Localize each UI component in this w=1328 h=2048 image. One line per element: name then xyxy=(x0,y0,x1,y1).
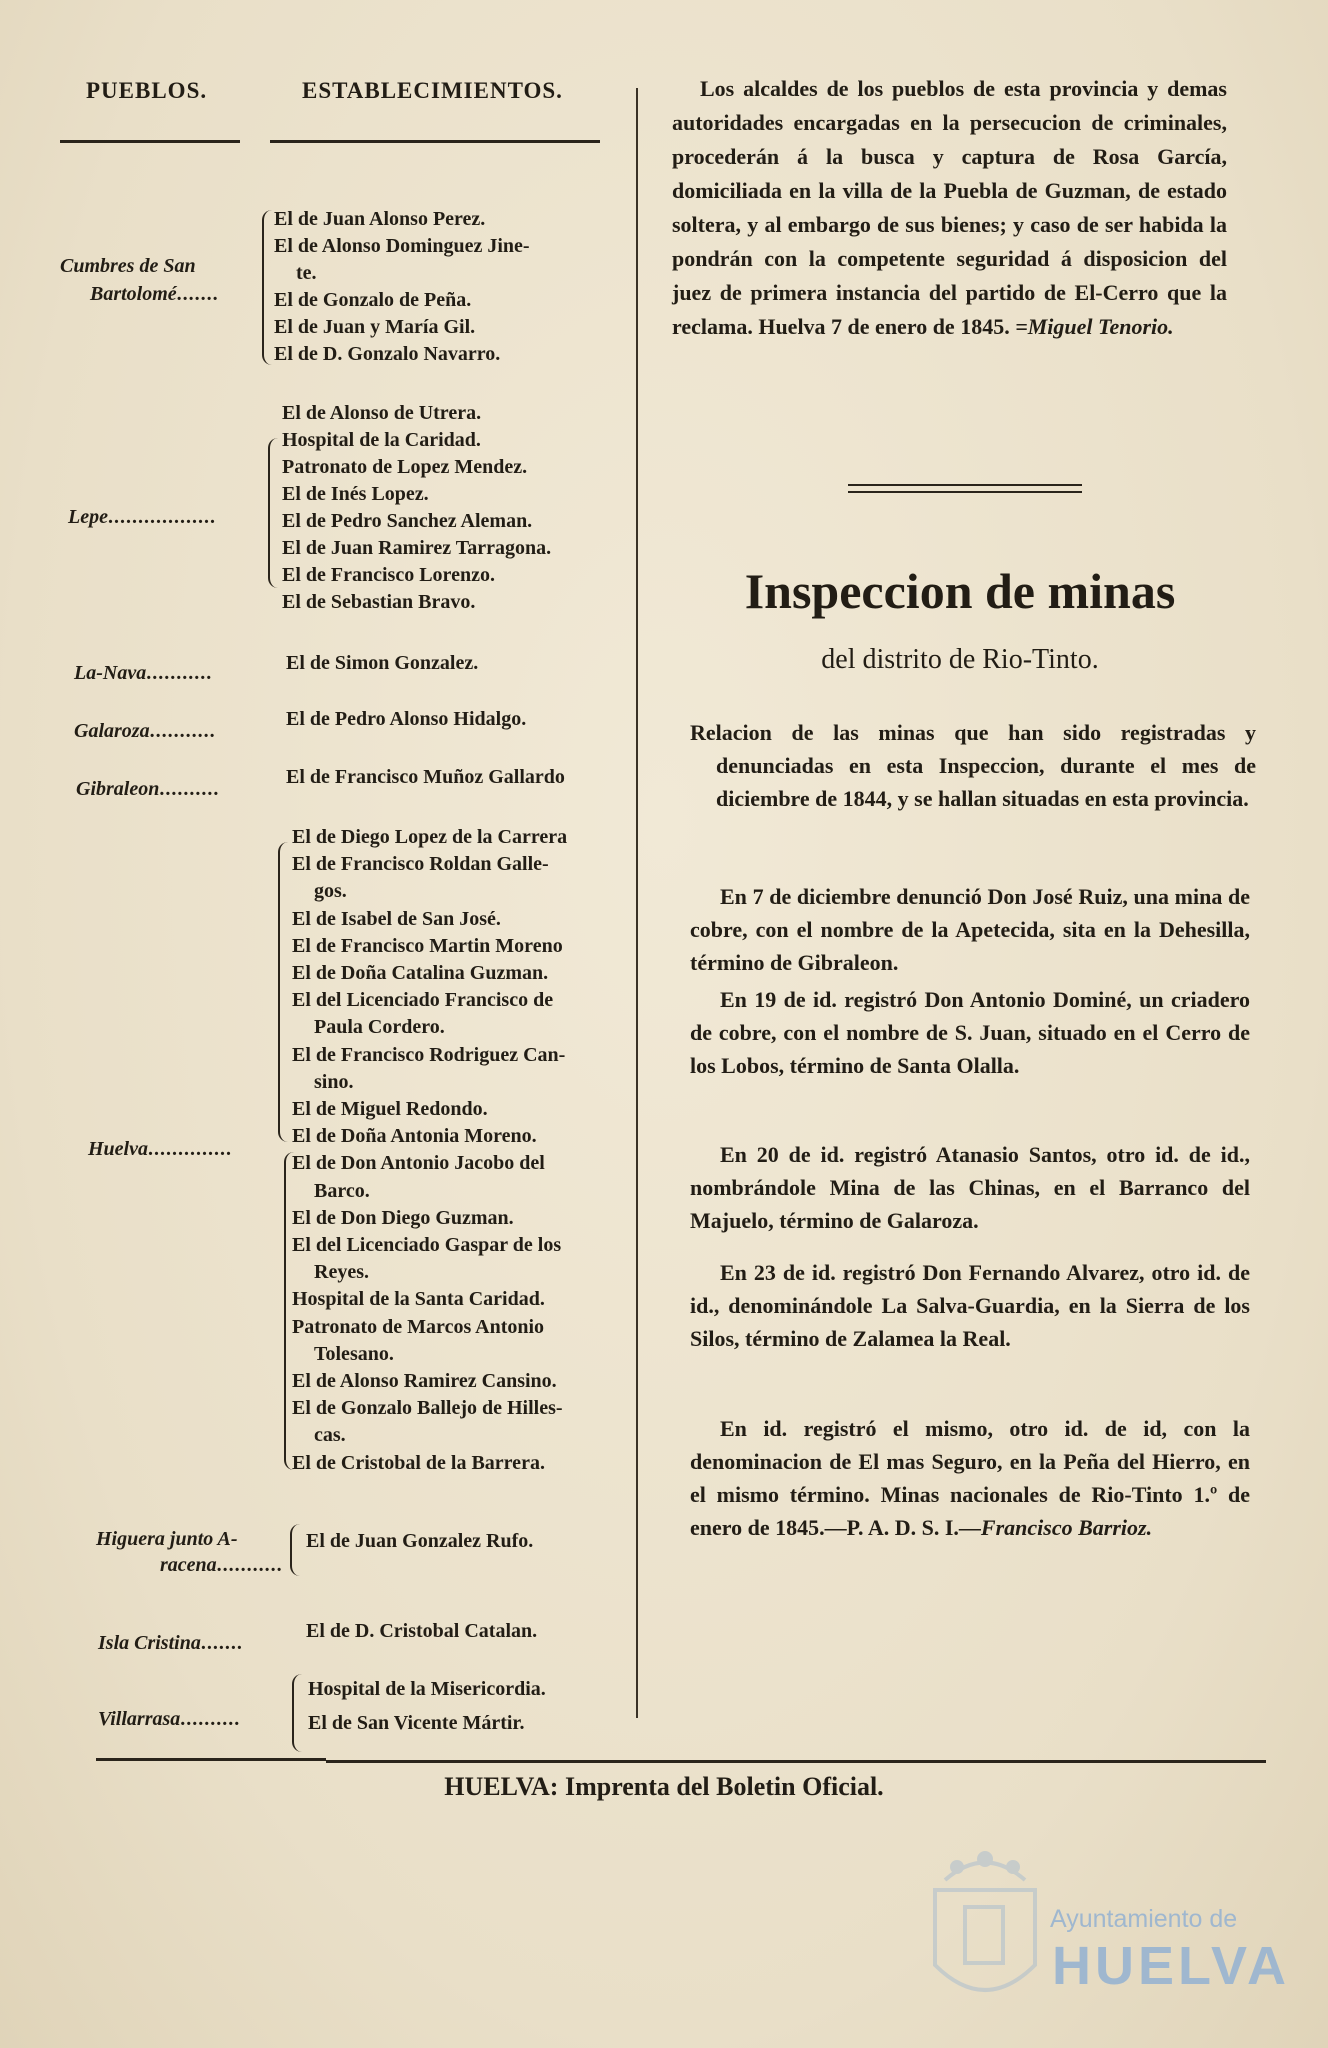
town-name: Gibraleon.......... xyxy=(76,778,220,800)
establishment-item: El de Miguel Redondo. xyxy=(292,1098,488,1121)
establishment-item: El de Pedro Alonso Hidalgo. xyxy=(286,708,527,730)
establishment-item: El de Juan Ramirez Tarragona. xyxy=(282,537,552,559)
watermark-line2: HUELVA xyxy=(1052,1936,1290,1996)
column-divider xyxy=(636,88,638,1718)
establishment-item: El de Alonso Dominguez Jine- xyxy=(274,235,530,257)
brace xyxy=(278,842,290,1142)
establishment-item: El de Francisco Roldan Galle- xyxy=(292,853,549,876)
establishment-list xyxy=(286,706,526,733)
establishment-item: El del Licenciado Gaspar de los xyxy=(292,1234,562,1257)
footer-rule-left xyxy=(96,1758,326,1761)
header-rule-left xyxy=(60,140,240,143)
establishment-item: El del Licenciado Francisco de xyxy=(292,989,554,1012)
footer-rule-right xyxy=(326,1760,1266,1763)
establishment-item: El de San Vicente Mártir. xyxy=(308,1712,525,1734)
notice-signature: =Miguel Tenorio. xyxy=(1015,314,1174,339)
establishment-item: El de Juan Gonzalez Rufo. xyxy=(306,1530,534,1552)
header-rule-right xyxy=(270,140,600,143)
establishment-item: Hospital de la Santa Caridad. xyxy=(292,1288,545,1311)
column-header-pueblos: PUEBLOS. xyxy=(86,78,208,103)
establishment-item: El de Juan Alonso Perez. xyxy=(274,208,486,230)
establishment-item: gos. xyxy=(314,880,347,903)
establishment-list xyxy=(282,400,551,616)
section-title: Inspeccion de minas xyxy=(744,563,1176,619)
mine-entry: En 20 de id. registró Atanasio Santos, otro id. de id., nombrándole Mina de las Chinas, en el Barranco del Majuelo, término de Galaroza. xyxy=(690,1142,1250,1233)
town-name-text: Lepe xyxy=(68,506,108,528)
town-name: La-Nava........... xyxy=(74,662,213,684)
town-name: Villarrasa.......... xyxy=(98,1708,241,1730)
establishment-list xyxy=(286,764,565,791)
establishment-item: cas. xyxy=(314,1424,346,1447)
town-name-line: Bartolomé xyxy=(90,283,177,305)
section-separator xyxy=(848,484,1082,498)
establishment-item: Patronato de Lopez Mendez. xyxy=(282,456,528,478)
column-header-establecimientos: ESTABLECIMIENTOS. xyxy=(302,78,563,103)
town-name-text: Villarrasa xyxy=(98,1708,181,1730)
establishment-item: Hospital de la Caridad. xyxy=(282,429,481,451)
town-name-line: Higuera junto A- xyxy=(96,1528,238,1550)
mine-entry xyxy=(690,1412,1250,1544)
mine-entry-text: En id. registró el mismo, otro id. de id, con la denominacion de El mas Seguro, en la Peña del Hierro, en el mismo término. Minas nacionales de Rio-Tinto 1.º de enero de 1845.—P. A. D. S. I.— xyxy=(690,1416,1250,1540)
brace xyxy=(262,210,274,365)
imprint-city: HUELVA: xyxy=(444,1772,559,1801)
town-name-text: Huelva xyxy=(88,1138,148,1160)
establishment-item: Reyes. xyxy=(314,1261,369,1284)
town-name-text: Galaroza xyxy=(74,720,150,742)
town-name-line: racena xyxy=(160,1554,217,1576)
town-name: Isla Cristina....... xyxy=(98,1632,243,1654)
establishment-item: El de Pedro Sanchez Aleman. xyxy=(282,510,533,532)
establishment-list xyxy=(306,1618,537,1645)
establishment-item: El de Don Diego Guzman. xyxy=(292,1206,514,1229)
establishment-item: El de Alonso de Utrera. xyxy=(282,402,482,424)
town-name: Huelva.............. xyxy=(88,1138,232,1160)
town-name: Lepe.................. xyxy=(68,506,216,528)
town-name: Higuera junto A- racena........... xyxy=(96,1528,283,1576)
imprint-printer: Imprenta del Boletin Oficial. xyxy=(564,1772,884,1801)
town-name-text: La-Nava xyxy=(74,662,147,684)
establishment-item: Paula Cordero. xyxy=(314,1016,445,1039)
establishment-item: El de Simon Gonzalez. xyxy=(286,652,479,674)
establishment-item: El de Alonso Ramirez Cansino. xyxy=(292,1370,557,1393)
wanted-notice xyxy=(672,72,1227,344)
mine-entry: En 19 de id. registró Don Antonio Dominé, un criadero de cobre, con el nombre de S. Juan, situado en el Cerro de los Lobos, término de Santa Olalla. xyxy=(690,987,1250,1078)
establishment-item: El de Francisco Muñoz Gallardo xyxy=(286,766,565,788)
town-name: Cumbres de San Bartolomé....... xyxy=(60,252,219,308)
mine-entry: En 23 de id. registró Don Fernando Alvarez, otro id. de id., denominándole La Salva-Guardia, en la Sierra de los Silos, término de Zalamea la Real. xyxy=(690,1260,1250,1351)
establishment-item: El de Doña Catalina Guzman. xyxy=(292,962,549,985)
establishment-item: te. xyxy=(296,262,317,284)
establishment-item: El de D. Cristobal Catalan. xyxy=(306,1620,538,1642)
establishment-list xyxy=(274,206,530,368)
establishment-item: Barco. xyxy=(314,1179,370,1202)
establishment-item: El de Gonzalo de Peña. xyxy=(274,289,472,311)
mines-intro: Relacion de las minas que han sido registradas y denunciadas en esta Inspeccion, durante el mes de diciembre de 1844, y se hallan situadas en esta provincia. xyxy=(690,720,1256,811)
town-name: Galaroza........... xyxy=(74,720,216,742)
establishment-item: Hospital de la Misericordia. xyxy=(308,1678,546,1700)
town-name-text: Isla Cristina xyxy=(98,1632,201,1654)
establishment-item: El de Doña Antonia Moreno. xyxy=(292,1125,537,1148)
establishment-list xyxy=(308,1672,546,1740)
establishment-item: El de Francisco Martin Moreno xyxy=(292,934,563,957)
establishment-item: El de Don Antonio Jacobo del xyxy=(292,1152,545,1175)
establishment-item: El de Isabel de San José. xyxy=(292,907,501,930)
brace xyxy=(268,438,280,588)
establishment-item: El de Diego Lopez de la Carrera xyxy=(292,826,568,848)
establishment-list xyxy=(292,824,567,1477)
establishment-item: El de Francisco Rodriguez Can- xyxy=(292,1043,566,1066)
establishment-list xyxy=(306,1528,533,1555)
establishment-item: Patronato de Marcos Antonio xyxy=(292,1315,545,1338)
town-name-line: Cumbres de San xyxy=(60,255,196,277)
watermark-line1: Ayuntamiento de xyxy=(1050,1905,1238,1933)
establishment-item: El de Gonzalo Ballejo de Hilles- xyxy=(292,1397,563,1420)
section-subtitle: del distrito de Rio-Tinto. xyxy=(821,644,1099,675)
establishment-item: El de Francisco Lorenzo. xyxy=(282,564,495,586)
mines-signature: Francisco Barrioz. xyxy=(980,1515,1153,1540)
establishment-item: El de Sebastian Bravo. xyxy=(282,591,476,613)
establishment-item: El de D. Gonzalo Navarro. xyxy=(274,343,501,365)
establishment-item: sino. xyxy=(314,1070,354,1093)
establishment-item: Tolesano. xyxy=(314,1342,394,1365)
establishment-item: El de Inés Lopez. xyxy=(282,483,429,505)
establishment-list xyxy=(286,650,478,677)
town-name-text: Gibraleon xyxy=(76,778,160,800)
establishment-item: El de Juan y María Gil. xyxy=(274,316,476,338)
notice-text: Los alcaldes de los pueblos de esta provincia y demas autoridades encargadas en la persecucion de criminales, procederán á la busca y captura de Rosa García, domiciliada en la villa de la Puebla de Guzman, de estado soltera, y al embargo de sus bienes; y caso de ser habida la pondrán con la competente seguridad á disposicion del juez de primera instancia del partido de El-Cerro que la reclama. Huelva 7 de enero de 1845. xyxy=(672,76,1227,339)
brace xyxy=(292,1674,304,1752)
imprint xyxy=(0,1772,1328,1802)
establishment-item: El de Cristobal de la Barrera. xyxy=(292,1451,545,1474)
brace xyxy=(290,1524,302,1576)
mine-entry: En 7 de diciembre denunció Don José Ruiz, una mina de cobre, con el nombre de la Apetecida, sita en la Dehesilla, término de Gibraleon. xyxy=(690,884,1250,975)
